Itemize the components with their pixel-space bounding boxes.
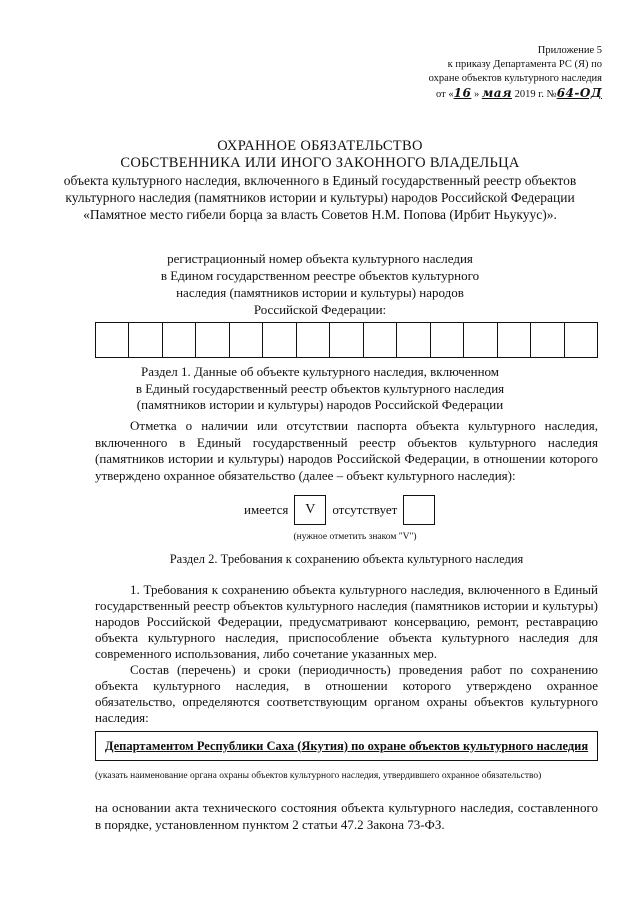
- annex-line: Приложение 5: [537, 45, 602, 56]
- handwritten-day: 16: [453, 86, 472, 100]
- annex-line: охране объектов культурного наследия: [428, 73, 602, 84]
- registration-number-grid[interactable]: [95, 322, 598, 358]
- registration-digit-cell[interactable]: [498, 323, 531, 357]
- registration-digit-cell[interactable]: [96, 323, 129, 357]
- protection-organ-field[interactable]: Департаментом Республики Саха (Якутия) по охране объектов культурного наследия: [95, 731, 598, 761]
- registration-digit-cell[interactable]: [531, 323, 564, 357]
- protection-organ-hint: (указать наименование органа охраны объектов культурного наследия, утвердившего охранное обязательство): [95, 771, 542, 781]
- registration-number-caption: регистрационный номер объекта культурного наследия в Едином государственном реестре объектов культурного наследия (памятников истории и культуры) народов Российской Федерации:: [160, 251, 480, 317]
- registration-digit-cell[interactable]: [297, 323, 330, 357]
- handwritten-order-number: 64-ОД: [556, 86, 602, 100]
- section-2-body: [95, 582, 598, 726]
- title-line: СОБСТВЕННИКА ИЛИ ИНОГО ЗАКОННОГО ВЛАДЕЛЬЦА: [120, 155, 520, 171]
- present-label: имеется: [244, 502, 289, 517]
- presence-hint: (нужное отметить знаком "V"): [293, 532, 417, 542]
- registration-digit-cell[interactable]: [230, 323, 263, 357]
- registration-digit-cell[interactable]: [464, 323, 497, 357]
- annex-line: к приказу Департамента РС (Я) по: [447, 59, 602, 70]
- registration-digit-cell[interactable]: [565, 323, 597, 357]
- title-line: культурного наследия (памятников истории и культуры) народов Российской Федерации: [65, 190, 575, 205]
- section-1-heading: Раздел 1. Данные об объекте культурного наследия, включенном в Единый государственный реестр объектов культурного наследия (памятников истории и культуры) народов Российской Федерации: [135, 364, 505, 412]
- works-composition-paragraph: Состав (перечень) и сроки (периодичность) проведения работ по сохранению объекта культурного наследия, в отношении которого утверждено охранное обязательство, определяются соответствующим органом охраны объектов культурного наследия:: [95, 662, 598, 725]
- passport-presence-selector: [238, 495, 435, 525]
- annex-header: [342, 44, 602, 102]
- absent-checkbox[interactable]: [403, 495, 435, 525]
- present-checkbox[interactable]: V: [294, 495, 326, 525]
- basis-paragraph: на основании акта технического состояния объекта культурного наследия, составленного в порядке, установленном пунктом 2 статьи 47.2 Закона 73-ФЗ.: [95, 800, 598, 832]
- passport-note-paragraph: Отметка о наличии или отсутствии паспорта объекта культурного наследия, включенного в Единый государственный реестр объектов культурного наследия (памятников истории и культуры) народов Российской Федерации, в отношении которого утверждено охранное обязательство (далее – объект культурного наследия):: [95, 418, 598, 483]
- registration-digit-cell[interactable]: [431, 323, 464, 357]
- title-line: ОХРАННОЕ ОБЯЗАТЕЛЬСТВО: [217, 138, 423, 154]
- title-line: объекта культурного наследия, включенного в Единый государственный реестр объектов: [63, 173, 577, 188]
- section-2-heading: Раздел 2. Требования к сохранению объекта культурного наследия: [169, 552, 524, 566]
- registration-digit-cell[interactable]: [364, 323, 397, 357]
- handwritten-month: мая: [481, 86, 513, 100]
- order-date-line: от «16 » мая 2019 г. №64-ОД: [436, 86, 602, 100]
- document-title: [60, 138, 580, 223]
- registration-digit-cell[interactable]: [330, 323, 363, 357]
- registration-digit-cell[interactable]: [129, 323, 162, 357]
- title-line: «Памятное место гибели борца за власть Советов Н.М. Попова (Ирбит Ньукуус)».: [83, 207, 557, 222]
- requirements-paragraph: 1. Требования к сохранению объекта культурного наследия, включенного в Единый государственный реестр объектов культурного наследия (памятников истории и культуры) народов Российской Федерации, предусматривают консервацию, ремонт, реставрацию объекта культурного наследия, приспособление объекта культурного наследия для современного использования, либо сочетание указанных мер.: [95, 582, 598, 661]
- registration-digit-cell[interactable]: [163, 323, 196, 357]
- registration-digit-cell[interactable]: [397, 323, 430, 357]
- absent-label: отсутствует: [332, 502, 398, 517]
- registration-digit-cell[interactable]: [263, 323, 296, 357]
- registration-digit-cell[interactable]: [196, 323, 229, 357]
